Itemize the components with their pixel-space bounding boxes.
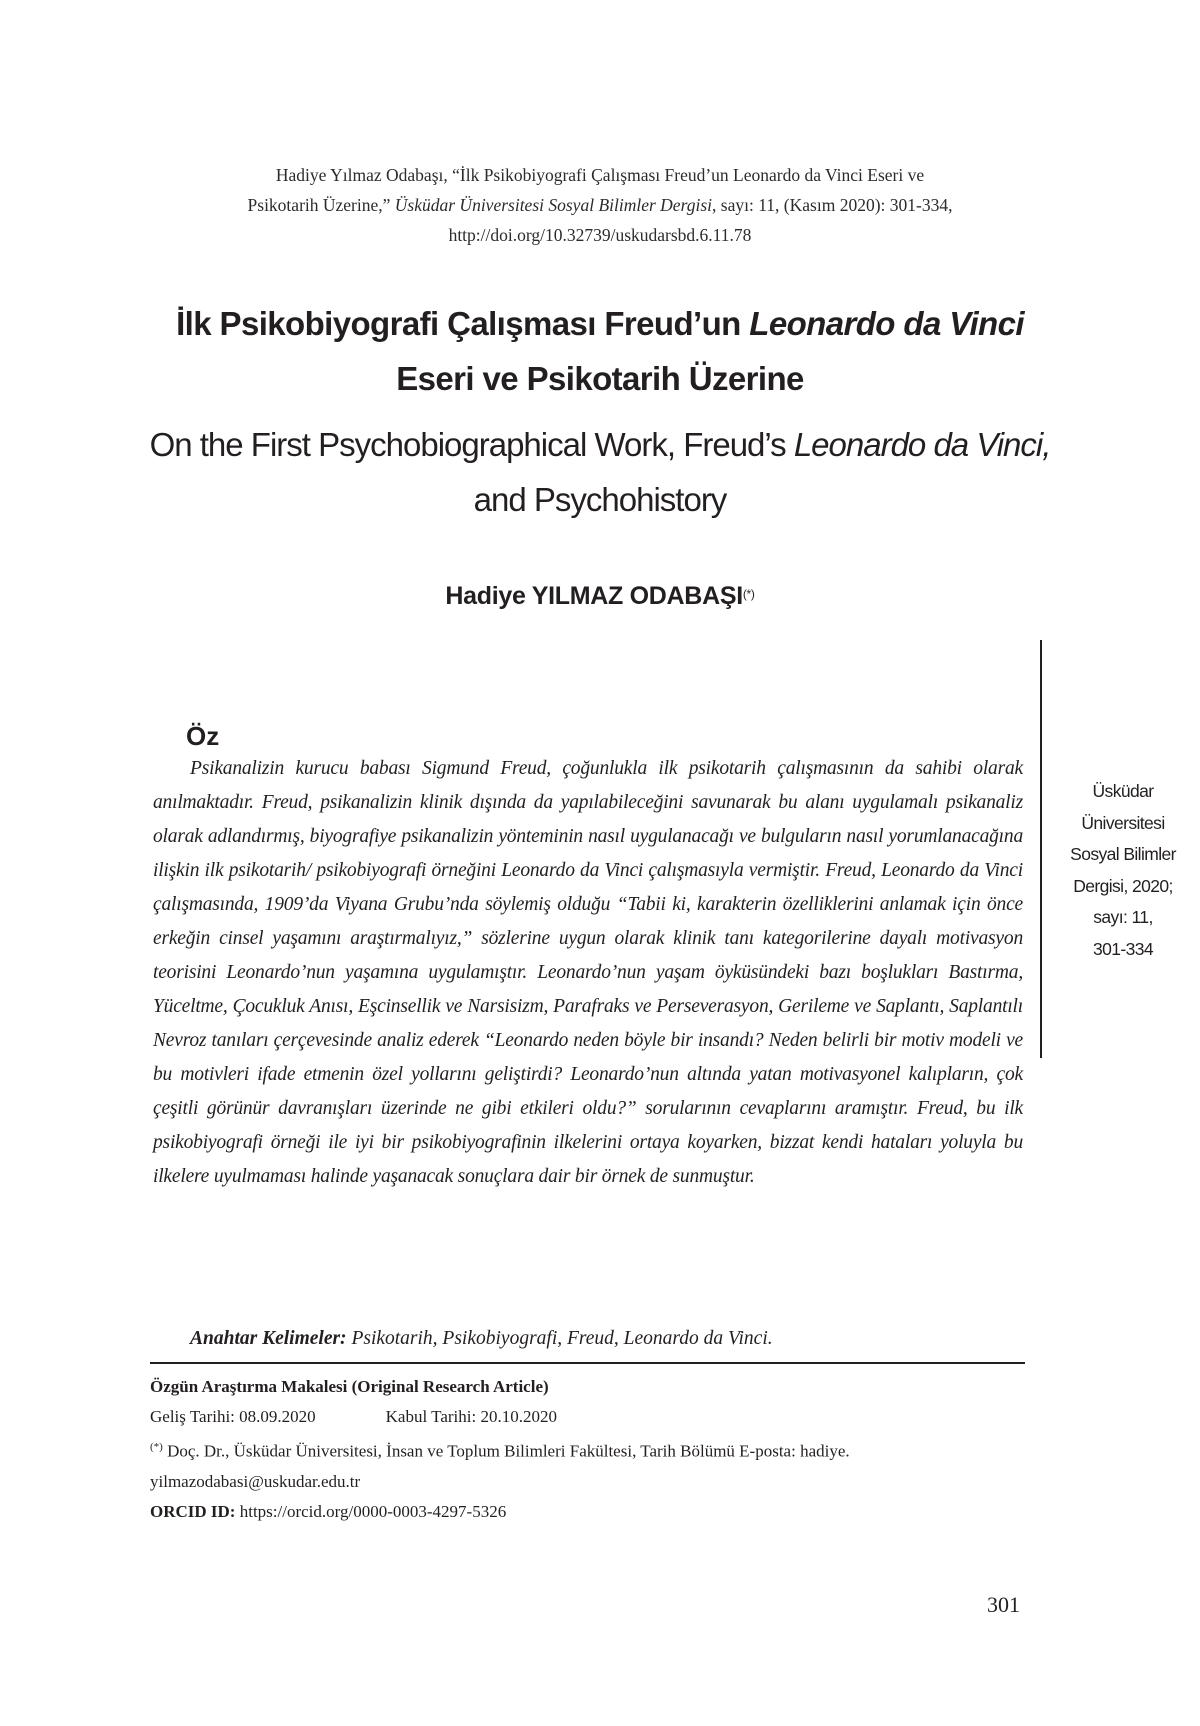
author-name [300,578,900,614]
abstract-heading: Öz [186,721,220,751]
title-turkish-italic: Leonardo da Vinci [749,305,1024,342]
orcid-link[interactable]: https://orcid.org/0000-0003-4297-5326 [235,1501,507,1521]
journal-side-note [1048,776,1198,965]
journal-name: Üsküdar Üniversitesi Sosyal Bilimler Dergisi [394,195,713,215]
author-email[interactable]: yilmazodabasi@uskudar.edu.tr [150,1471,361,1491]
article-metadata [150,1372,1025,1527]
orcid-label: ORCID ID: [150,1501,236,1521]
citation-line-2 [170,190,1030,220]
affiliation-mark: (*) [150,1441,163,1453]
citation-line-1: Hadiye Yılmaz Odabaşı, “İlk Psikobiyografi Çalışması Freud’un Leonardo da Vinci Eseri ve [275,165,925,185]
title-turkish-line-2: Eseri ve Psikotarih Üzerine [396,360,804,397]
side-note-line: Sosyal Bilimler [1070,844,1176,864]
citation-title-end: Psikotarih Üzerine,” [247,195,395,215]
keywords [153,1322,1023,1356]
abstract-text: Psikanalizin kurucu babası Sigmund Freud, çoğunlukla ilk psikotarih çalışmasının da sahibi olarak anılmaktadır. Freud, psikanalizin klinik dışında da yapılabileceğini savunarak bu alanı uygulamalı psikanaliz olarak adlandırmış, biyografiye psikanalizin yönteminin nasıl uygulanacağı ve bulguların nasıl yorumlanacağına ilişkin ilk psikotarih/ psikobiyografi örneğini Leonardo da Vinci çalışmasıyla vermiştir. Freud, Leonardo da Vinci çalışmasında, 1909’da Viyana Grubu’nda söylemiş olduğu “Tabii ki, karakterin özelliklerini anlamak için önce erkeğin cinsel yaşamını araştırmalıyız,” sözlerine uygun olarak klinik tanı kategorilerine dayalı motivasyon teorisini Leonardo’nun yaşamına uygulamıştır. Leonardo’nun yaşam öyküsündeki bazı boşlukları Bastırma, Yüceltme, Çocukluk Anısı, Eşcinsellik ve Narsisizm, Parafraks ve Perseverasyon, Gerileme ve Saplantı, Saplantılı Nevroz tanıları çerçevesinde analiz ederek “Leonardo neden böyle bir insandı? Neden belirli bir motiv modeli ve bu motivleri ifade etmenin özel yollarını geliştirdi? Leonardo’nun altında yatan motivasyonel kalıpların, çok çeşitli görünür davranışları üzerinde ne gibi etkileri oldu?” sorularının cevaplarını aramıştır. Freud, bu ilk psikobiyografi örneği ile iyi bir psikobiyografinin ilkelerini ortaya koyarken, bizzat kendi hataları yoluyla bu ilkelere uyulmaması halinde yaşanacak sonuçlara dair bir örnek de sunmuştur. [153,758,1023,1187]
accepted-date: Kabul Tarihi: 20.10.2020 [385,1407,557,1426]
side-note-line: Üniversitesi [1081,812,1165,833]
affiliation-line-1 [150,1432,1025,1467]
side-note-line: sayı: 11, [1093,907,1153,927]
title-english [100,417,1100,527]
author-footnote-mark: (*) [742,587,755,601]
citation-block [170,160,1030,250]
citation-issue: , sayı: 11, (Kasım 2020): 301-334, [712,195,953,215]
side-note-line: Dergisi, 2020; [1073,875,1173,896]
side-note-line: 301-334 [1092,938,1154,959]
title-english-italic: Leonardo da Vinci, [793,426,1051,463]
affiliation-text: Doç. Dr., Üsküdar Üniversitesi, İnsan ve Toplum Bilimleri Fakültesi, Tarih Bölümü E-posta: hadiye. [162,1441,850,1461]
doi-link[interactable]: http://doi.org/10.32739/uskudarsbd.6.11.78 [448,225,752,245]
title-english-text: On the First Psychobiographical Work, Freud’s [149,426,794,463]
title-turkish-line-1 [100,296,1100,351]
article-dates [150,1402,1025,1432]
footer-rule [150,1362,1025,1364]
title-turkish [100,296,1100,406]
title-english-line-1 [100,417,1100,472]
author-name-text: Hadiye YILMAZ ODABAŞI [445,582,743,610]
title-english-line-2: and Psychohistory [473,481,727,518]
article-type-text: Özgün Araştırma Makalesi (Original Research Article) [150,1377,549,1396]
keywords-label: Anahtar Kelimeler: [190,1328,347,1349]
side-note-line: Üsküdar [1092,781,1154,801]
side-divider [1040,640,1042,1058]
title-turkish-text: İlk Psikobiyografi Çalışması Freud’un [176,305,750,342]
orcid [150,1497,1025,1527]
received-date: Geliş Tarihi: 08.09.2020 [150,1407,316,1426]
article-type [150,1372,1025,1402]
keywords-list: Psikotarih, Psikobiyografi, Freud, Leonardo da Vinci. [346,1328,773,1349]
page-number: 301 [987,1592,1020,1617]
